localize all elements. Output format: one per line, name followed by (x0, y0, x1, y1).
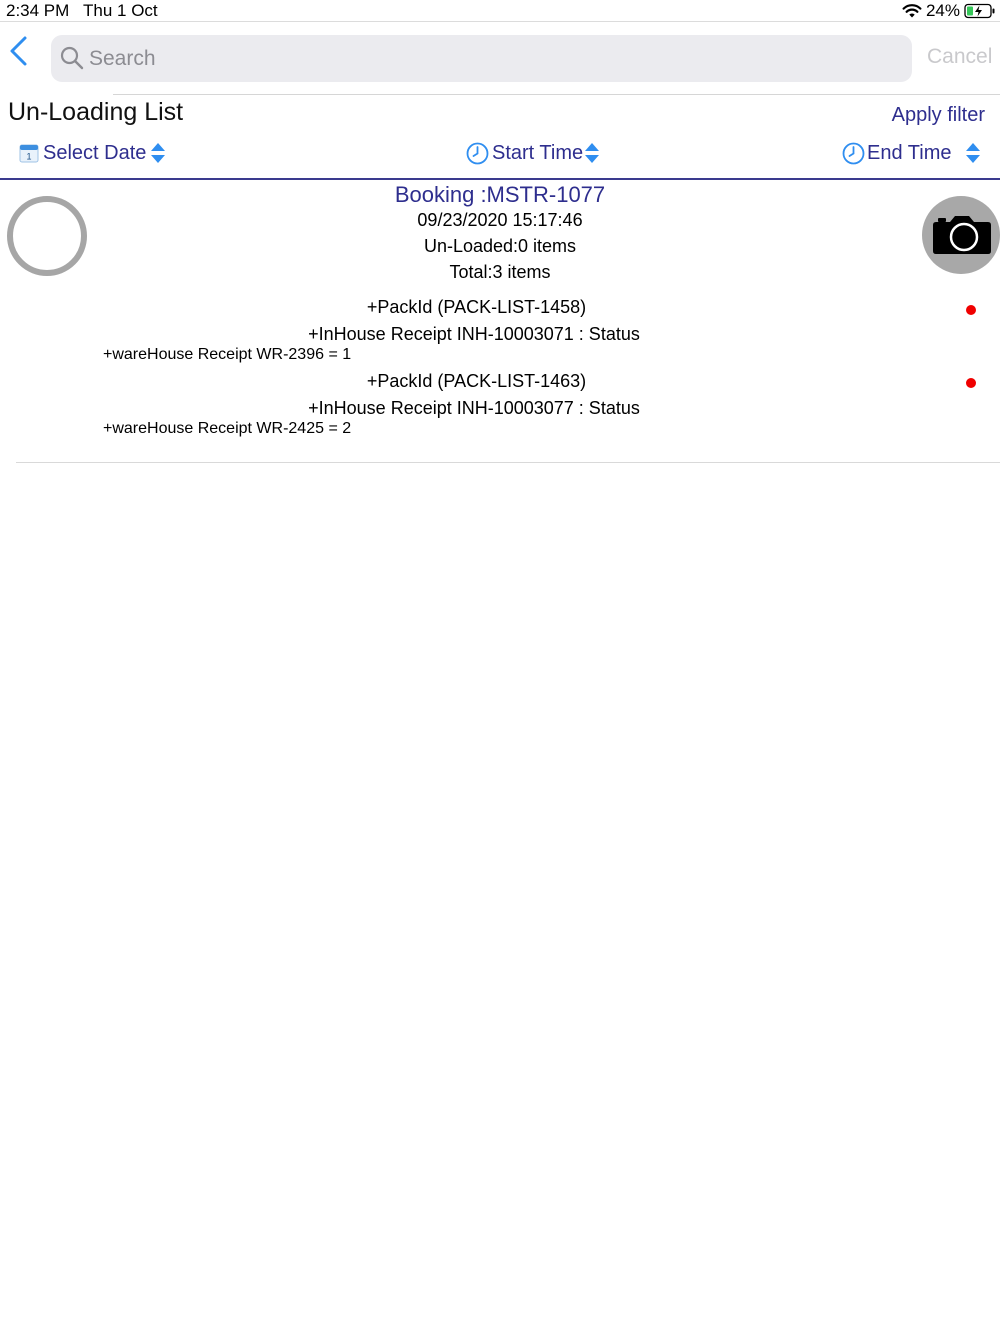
wifi-icon (902, 3, 922, 19)
clock-icon (466, 142, 489, 165)
clock-icon (842, 142, 865, 165)
chevron-left-icon (6, 34, 34, 70)
booking-title: Booking :MSTR-1077 (394, 182, 606, 207)
start-time-label: Start Time (492, 141, 584, 164)
unloaded-count: Un-Loaded:0 items (423, 236, 577, 256)
status-indicators (902, 1, 996, 21)
sort-arrows-icon (965, 142, 981, 164)
calendar-icon (19, 143, 39, 163)
inhouse-receipt: +InHouse Receipt INH-10003071 : Status (308, 324, 640, 344)
calendar-day: 1 (26, 151, 32, 162)
status-divider (0, 21, 1000, 22)
battery-charging-icon (964, 3, 996, 19)
search-divider (113, 94, 1000, 95)
status-date: Thu 1 Oct (83, 1, 158, 20)
warehouse-receipt: +wareHouse Receipt WR-2425 = 2 (103, 420, 352, 437)
cancel-button[interactable]: Cancel (927, 45, 993, 68)
search-icon (60, 46, 84, 70)
sort-arrows-icon (150, 142, 166, 164)
status-dot (966, 305, 976, 315)
pack-id: +PackId (PACK-LIST-1458) (366, 297, 587, 317)
card-divider (16, 462, 1000, 463)
inhouse-receipt: +InHouse Receipt INH-10003077 : Status (308, 398, 640, 418)
select-date-filter[interactable] (19, 140, 166, 166)
search-input[interactable] (89, 35, 889, 82)
booking-datetime: 09/23/2020 15:17:46 (417, 210, 583, 230)
status-dot (966, 378, 976, 388)
search-bar[interactable] (51, 35, 912, 82)
warehouse-receipt: +wareHouse Receipt WR-2396 = 1 (103, 346, 352, 363)
header-divider (0, 178, 1000, 180)
back-button[interactable] (6, 34, 34, 70)
apply-filter-button[interactable]: Apply filter (891, 104, 985, 126)
pack-id: +PackId (PACK-LIST-1463) (366, 371, 587, 391)
page-title: Un-Loading List (8, 98, 184, 126)
status-time: 2:34 PM (6, 1, 70, 20)
end-time-label: End Time (867, 141, 952, 164)
select-date-label: Select Date (43, 141, 147, 164)
camera-button[interactable] (922, 196, 1000, 274)
battery-percent: 24% (925, 1, 960, 20)
camera-icon (922, 196, 1000, 274)
total-count: Total:3 items (449, 262, 551, 282)
start-time-filter[interactable] (466, 140, 600, 166)
end-time-filter[interactable] (842, 140, 981, 166)
sort-arrows-icon (584, 142, 600, 164)
